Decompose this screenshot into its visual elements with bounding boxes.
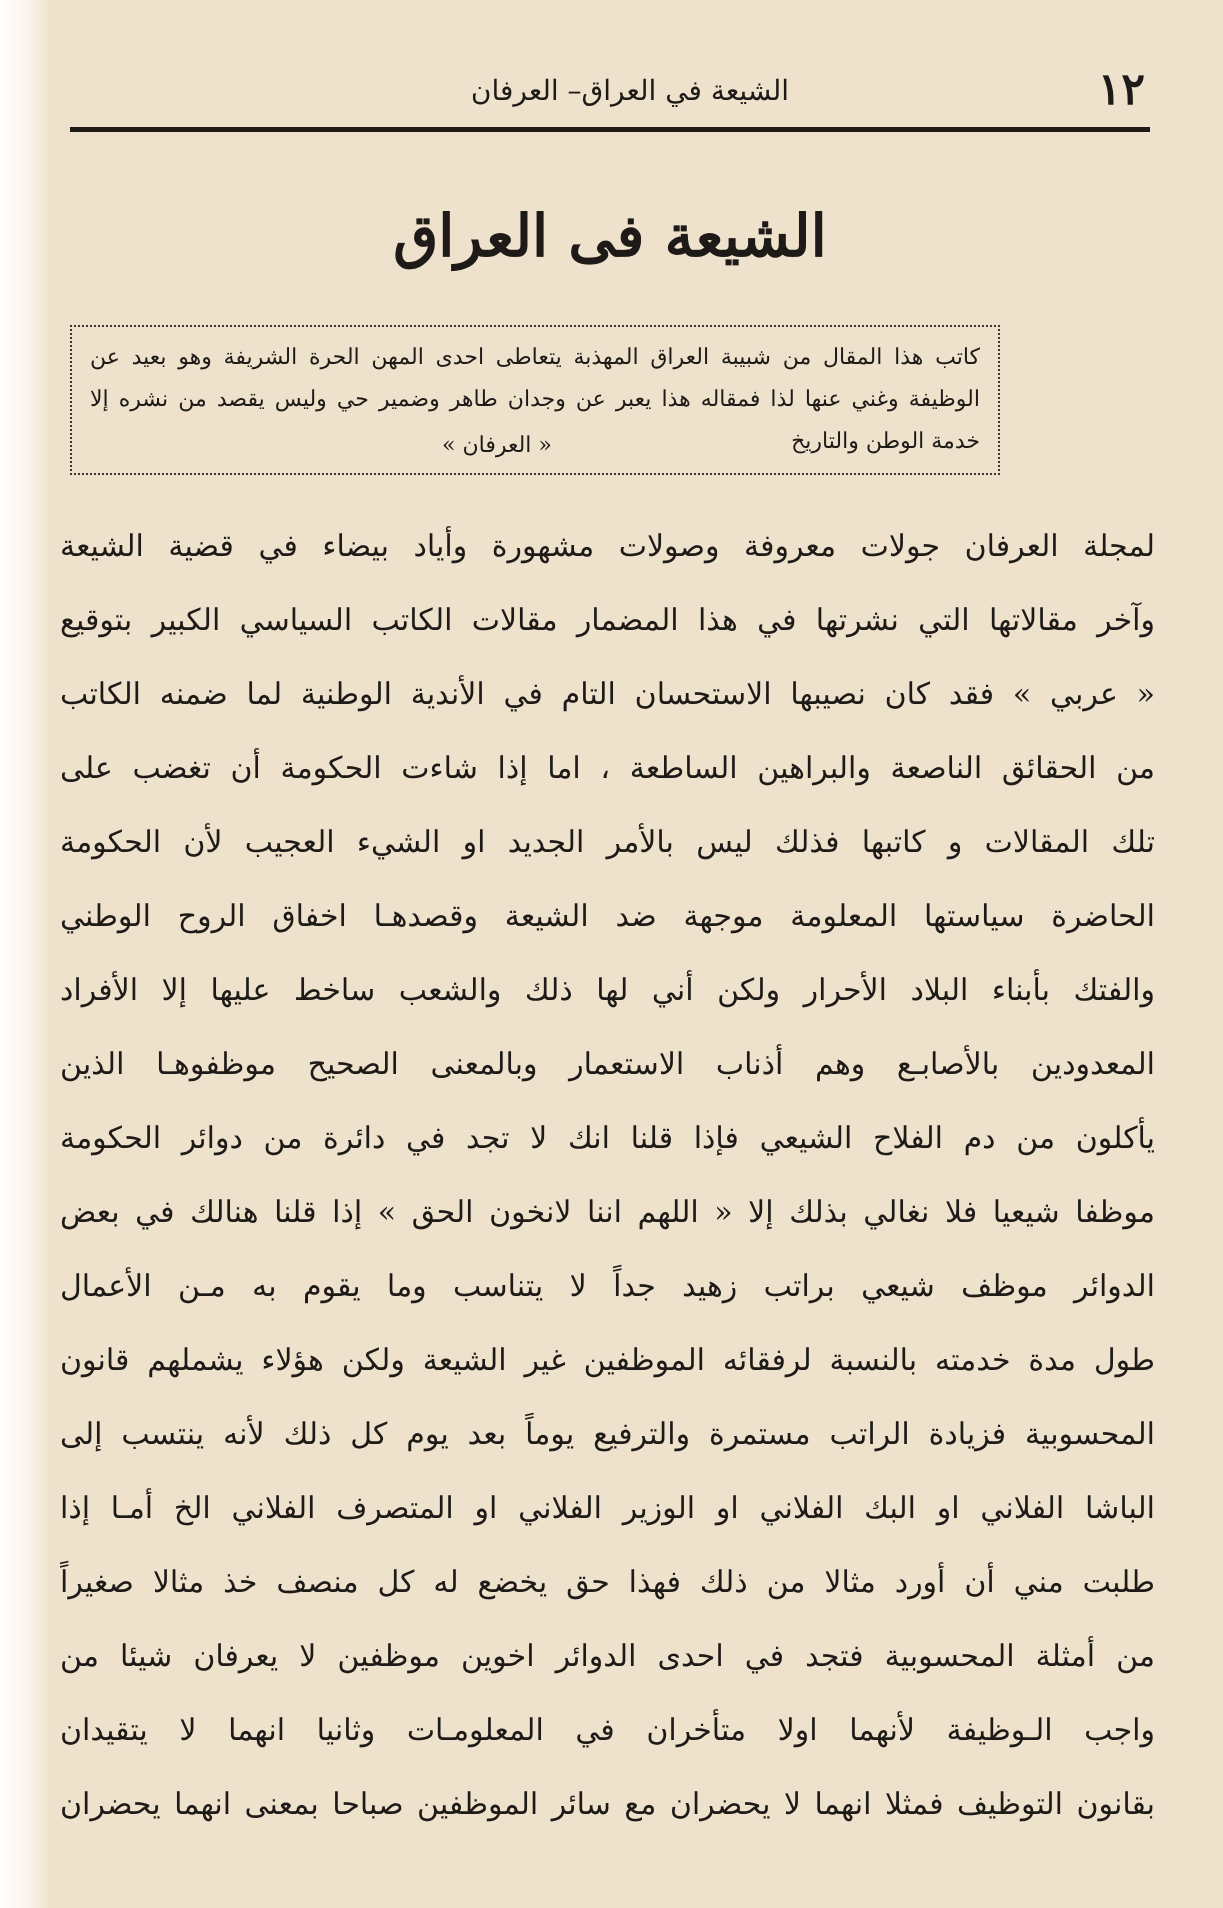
body-line: المعدودين بالأصابـع وهم أذناب الاستعمار وبالمعنى الصحيح موظفوهـا الذين <box>60 1047 1155 1082</box>
body-line: المحسوبية فزيادة الراتب مستمرة والترفيع يوماً بعد يوم كل ذلك لأنه ينتسب إلى <box>60 1417 1155 1452</box>
editor-note-box <box>70 325 1000 475</box>
header-rule <box>70 127 1150 132</box>
editor-note-text: كاتب هذا المقال من شبيبة العراق المهذبة يتعاطى احدى المهن الحرة الشريفة وهو بعيد عن الوظيفة وغني عنها لذا فمقاله هذا يعبر عن وجدان طاهر وضمير حي وليس يقصد من نشره إلا خدمة الوطن والتاريخ <box>90 345 980 454</box>
body-line: لمجلة العرفان جولات معروفة وصولات مشهورة وأياد بيضاء في قضية الشيعة <box>60 529 1155 564</box>
body-line: تلك المقالات و كاتبها فذلك ليس بالأمر الجديد او الشيء العجيب لأن الحكومة <box>60 825 1155 860</box>
body-line: من الحقائق الناصعة والبراهين الساطعة ، اما إذا شاءت الحكومة أن تغضب على <box>60 751 1155 786</box>
body-line: « عربي » فقد كان نصيبها الاستحسان التام في الأندية الوطنية لما ضمنه الكاتب <box>60 677 1155 712</box>
page-number: ١٢ <box>1097 64 1145 115</box>
body-line: وآخر مقالاتها التي نشرتها في هذا المضمار مقالات الكاتب السياسي الكبير بتوقيع <box>60 603 1155 638</box>
body-line: طول مدة خدمته بالنسبة لرفقائه الموظفين غير الشيعة ولكن هؤلاء يشملهم قانون <box>60 1343 1155 1378</box>
body-line: يأكلون من دم الفلاح الشيعي فإذا قلنا انك لا تجد في دائرة من دوائر الحكومة <box>60 1121 1155 1156</box>
editor-signature: « العرفان » <box>442 433 552 458</box>
body-line: الدوائر موظف شيعي براتب زهيد جداً لا يتناسب وما يقوم به مـن الأعمال <box>60 1269 1155 1304</box>
body-line: والفتك بأبناء البلاد الأحرار ولكن أني لها ذلك والشعب ساخط عليها إلا الأفراد <box>60 973 1155 1008</box>
body-line: بقانون التوظيف فمثلا انهما لا يحضران مع سائر الموظفين صباحا بمعنى انهما يحضران <box>60 1787 1155 1822</box>
article-title: الشيعة فى العراق <box>393 202 827 270</box>
body-line: من أمثلة المحسوبية فتجد في احدى الدوائر اخوين موظفين لا يعرفان شيئا من <box>60 1639 1155 1674</box>
body-line: موظفا شيعيا فلا نغالي بذلك إلا « اللهم اننا لانخون الحق » إذا قلنا هنالك في بعض <box>60 1195 1155 1230</box>
body-line: طلبت مني أن أورد مثالا من ذلك فهذا حق يخضع له كل منصف خذ مثالا صغيراً <box>60 1565 1155 1600</box>
body-line: الباشا الفلاني او البك الفلاني او الوزير الفلاني او المتصرف الفلاني الخ أمـا إذا <box>60 1491 1155 1526</box>
page-edge <box>0 0 48 1908</box>
body-line: واجب الـوظيفة لأنهما اولا متأخران في المعلومـات وثانيا انهما لا يتقيدان <box>60 1713 1155 1748</box>
page-header <box>70 60 1150 130</box>
body-line: الحاضرة سياستها المعلومة موجهة ضد الشيعة وقصدهـا اخفاق الروح الوطني <box>60 899 1155 934</box>
article-body <box>60 510 1155 1842</box>
running-title: الشيعة في العراق– العرفان <box>470 74 790 107</box>
